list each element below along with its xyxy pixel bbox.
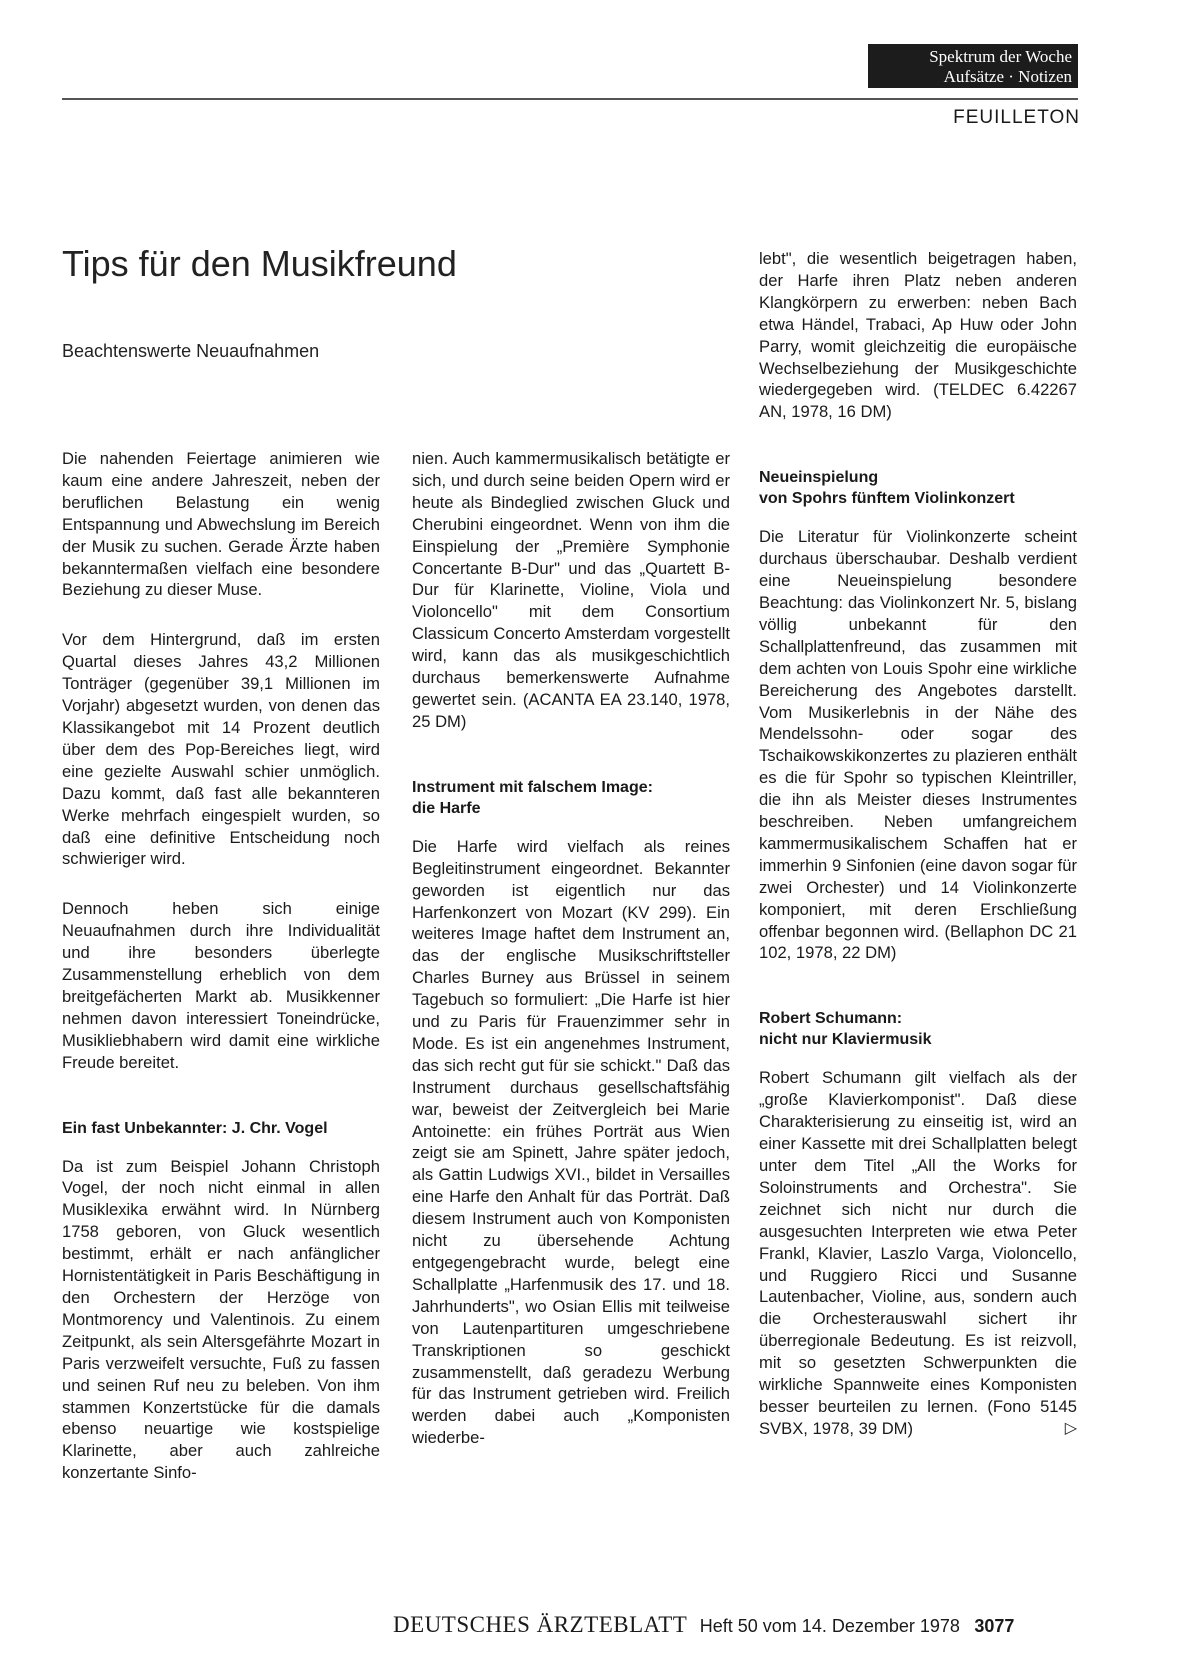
section-text-spohr: Die Literatur für Violinkonzerte scheint durchaus überschaubar. Deshalb verdient eine Neueinspielung besondere Beachtung: das Violinkonzert Nr. 5, bislang völlig unbekannt für den Schallplattenfreund, das zusammen mit dem achten von Louis Spohr eine wirkliche Bereicherung des Angebotes darstellt. Vom Musikerlebnis in der Nähe des Mendelssohn- oder sogar des Tschaikowskikonzertes zu plazieren enthält es die für Spohr so typischen Kleintriller, die ihn als Meister dieses Instrumentes beschreiben. Neben umfangreichem kammermusikalischem Schaffen hat er immerhin 9 Sinfonien (eine davon sogar für zwei Orchester) und 14 Violinkonzerte komponiert, mit deren Erschließung offenbar begonnen wird. (Bellaphon DC 21 102, 1978, 22 DM) xyxy=(759,527,1077,963)
column-2 xyxy=(412,448,730,1477)
section-badge xyxy=(868,44,1078,88)
intro-paragraph-3: Dennoch heben sich einige Neuaufnahmen durch ihre Individualität und ihre besonders überlegte Zusammenstellung erheblich von dem breitgefächerten Markt ab. Musikkenner nehmen davon interessiert Toneindrücke, Musikliebhabern wird damit eine wirkliche Freude bereitet. xyxy=(62,899,380,1072)
section-heading-schumann-line-2: nicht nur Klaviermusik xyxy=(759,1031,932,1049)
journal-name: DEUTSCHES ÄRZTEBLATT xyxy=(393,1612,688,1637)
section-heading-harfe-line-1: Instrument mit falschem Image: xyxy=(412,778,653,796)
section-heading-spohr-line-2: von Spohrs fünftem Violinkonzert xyxy=(759,490,1015,508)
column-3 xyxy=(759,248,1077,1468)
section-heading-vogel: Ein fast Unbekannter: J. Chr. Vogel xyxy=(62,1119,328,1137)
section-text-harfe-part-2: lebt", die wesentlich beigetragen haben, der Harfe ihren Platz neben anderen Klangkörpern zu erwerben: neben Bach etwa Händel, Trabaci, Ap Huw oder John Parry, womit gleichzeitig die europäische Wechselbeziehung der Musikgeschichte wiedergegeben wird. (TELDEC 6.42267 AN, 1978, 16 DM) xyxy=(759,249,1077,422)
badge-line-1: Spektrum der Woche xyxy=(929,47,1072,66)
section-heading-spohr-line-1: Neueinspielung xyxy=(759,469,879,487)
section-heading-harfe-line-2: die Harfe xyxy=(412,799,481,817)
article-title: Tips für den Musikfreund xyxy=(62,243,457,284)
continue-arrow-icon: ▷ xyxy=(1064,1419,1077,1437)
section-heading-spohr xyxy=(759,467,1077,509)
section-text-harfe-part-1: Die Harfe wird vielfach als reines Begleitinstrument eingeordnet. Bekannter geworden ist eigentlich nur das Harfenkonzert von Mozart (KV 299). Ein weiteres Image haftet dem Instrument an, das der englische Musikschriftsteller Charles Burney aus Brüssel in seinem Tagebuch so formuliert: „Die Harfe ist hier und zu Paris für Frauenzimmer sehr in Mode. Es ist ein angenehmes Instrument, das sich recht gut für sie schickt." Daß das Instrument durchaus gesellschaftsfähig war, beweist der Zeitvergleich bei Marie Antoinette: ein frühes Porträt aus Wien zeigt sie am Spinett, Jahre später jedoch, als Gattin Ludwigs XVI., bildet in Versailles eine Harfe den Anhalt für das Porträt. Daß diesem Instrument auch von Komponisten nicht zu übersehende Achtung entgegengebracht wurde, belegt eine Schallplatte „Harfenmusik des 17. und 18. Jahrhunderts", wo Osian Ellis mit teilweise von Lautenpartituren umgeschriebene Transkriptionen so geschickt zusammenstellt, daß geradezu Werbung für das Instrument getrieben wird. Freilich werden dabei auch „Komponisten wiederbe- xyxy=(412,836,730,1448)
intro-paragraph-1: Die nahenden Feiertage animieren wie kaum eine andere Jahreszeit, neben der beruflichen Belastung ein wenig Entspannung und Abwechslung im Bereich der Musik zu suchen. Gerade Ärzte haben bekanntermaßen vielfach eine besondere Beziehung zu dieser Muse. xyxy=(62,449,380,600)
section-heading-schumann-line-1: Robert Schumann: xyxy=(759,1010,903,1028)
header-rule xyxy=(62,98,1078,100)
section-text-schumann-wrap xyxy=(759,1067,1077,1439)
issue-info: Heft 50 vom 14. Dezember 1978 xyxy=(699,1616,960,1636)
badge-line-2: Aufsätze · Notizen xyxy=(943,67,1072,86)
section-label: FEUILLETON xyxy=(953,107,1080,128)
page-footer xyxy=(393,1612,1078,1638)
section-heading-harfe xyxy=(412,777,730,819)
column-1 xyxy=(62,448,380,1512)
section-text-vogel-part-1: Da ist zum Beispiel Johann Christoph Vogel, der noch nicht einmal in allen Musiklexika erwähnt wird. In Nürnberg 1758 geboren, von Gluck wesentlich bestimmt, erhält er nach anfänglicher Hornistentätigkeit in Paris Beschäftigung in den Orchestern der Herzöge von Montmorency und Valentinois. Zu einem Zeitpunkt, als sein Altersgefährte Mozart in Paris verzweifelt versuchte, Fuß zu fassen und seinen Ruf neu zu beleben. Von ihm stammen Konzertstücke für die damals ebenso neuartige wie kostspielige Klarinette, aber auch zahlreiche konzertante Sinfo- xyxy=(62,1156,380,1483)
section-text-vogel-part-2: nien. Auch kammermusikalisch betätigte er sich, und durch seine beiden Opern wird er heute als Bindeglied zwischen Gluck und Cherubini eingeordnet. Wenn von ihm die Einspielung der „Première Symphonie Concertante B-Dur" und das „Quartett B-Dur für Klarinette, Violine, Viola und Violoncello" mit dem Consortium Classicum Concerto Amsterdam vorgestellt wird, kann das als musikgeschichtlich durchaus bemerkenswerte Aufnahme gewertet sein. (ACANTA EA 23.140, 1978, 25 DM) xyxy=(412,449,730,731)
page-number: 3077 xyxy=(974,1616,1015,1636)
section-text-schumann: Robert Schumann gilt vielfach als der „große Klavierkomponist". Daß diese Charakterisierung zu einseitig ist, wird an einer Kassette mit drei Schallplatten belegt unter dem Titel „All the Works for Soloinstruments and Orchestra". Sie zeichnet sich nicht nur durch die ausgesuchten Interpreten wie etwa Peter Frankl, Klavier, Laszlo Varga, Violoncello, und Ruggiero Ricci und Susanne Lautenbacher, Violine, aus, sondern auch die Orchesterauswahl sichert ihr überregionale Bedeutung. Es ist reizvoll, mit so gesetzten Schwerpunkten die wirkliche Spannweite eines Komponisten besser beurteilen zu lernen. (Fono 5145 SVBX, 1978, 39 DM) xyxy=(759,1068,1077,1438)
intro-paragraph-2: Vor dem Hintergrund, daß im ersten Quartal dieses Jahres 43,2 Millionen Tonträger (gegenüber 39,1 Millionen im Vorjahr) abgesetzt wurden, von denen das Klassikangebot mit 14 Prozent deutlich über dem des Pop-Bereiches liegt, wird eine gezielte Auswahl schier unmöglich. Dazu kommt, daß fast alle bekannteren Werke mehrfach eingespielt wurden, so daß eine definitive Entscheidung noch schwieriger wird. xyxy=(62,630,380,869)
article-subtitle: Beachtenswerte Neuaufnahmen xyxy=(62,341,320,361)
section-heading-schumann xyxy=(759,1008,1077,1050)
